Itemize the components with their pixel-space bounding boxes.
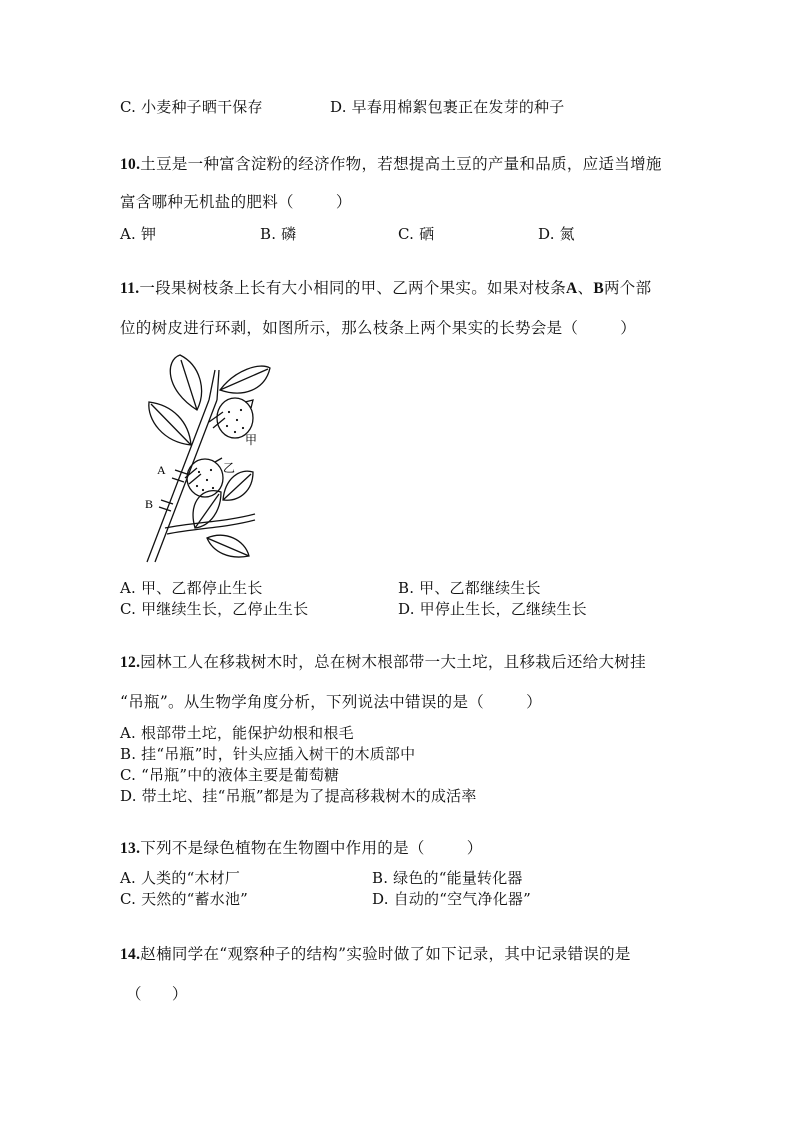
q12-option-a: A. 根部带土坨，能保护幼根和根毛 (120, 724, 354, 742)
q12-option-c: C. “吊瓶”中的液体主要是葡萄糖 (120, 766, 340, 784)
q14-blank: （ ） (126, 985, 188, 1003)
q11-option-a: A. 甲、乙都停止生长 (120, 579, 263, 597)
leaf-upper-left (170, 355, 201, 410)
label-a: A (157, 463, 166, 477)
q11-option-b: B. 甲、乙都继续生长 (398, 579, 541, 597)
q11-number: 11. (120, 280, 140, 297)
q12-stem-line2: “吊瓶”。从生物学角度分析，下列说法中错误的是（ ） (120, 693, 542, 711)
q10-number: 10. (120, 156, 141, 173)
q13-stem: 13.下列不是绿色植物在生物圈中作用的是（ ） (120, 839, 483, 857)
q9-option-d: D. 早春用棉絮包裹正在发芽的种子 (330, 98, 565, 116)
ring-b (159, 500, 173, 511)
q14-stem: 14.赵楠同学在“观察种子的结构”实验时做了如下记录，其中记录错误的是 (120, 945, 631, 963)
label-jia: 甲 (245, 433, 258, 447)
q12-number: 12. (120, 654, 141, 671)
q10-option-c: C. 硒 (398, 225, 435, 243)
q14-number: 14. (120, 946, 141, 963)
q11-option-d: D. 甲停止生长，乙继续生长 (398, 600, 587, 618)
q9-option-c: C. 小麦种子晒干保存 (120, 98, 263, 116)
q12-option-d: D. 带土坨、挂“吊瓶”都是为了提高移栽树木的成活率 (120, 787, 477, 805)
q13-option-b: B. 绿色的“能量转化器 (372, 869, 523, 887)
label-b: B (145, 497, 154, 511)
label-yi: 乙 (223, 461, 236, 475)
main-stem-left (147, 400, 209, 562)
q13-option-a: A. 人类的“木材厂 (120, 869, 241, 887)
q12-stem-line1: 12.园林工人在移栽树木时，总在树木根部带一大土坨，且移栽后还给大树挂 (120, 653, 646, 671)
q10-option-d: D. 氮 (538, 225, 575, 243)
q13-option-c: C. 天然的“蓄水池” (120, 890, 249, 908)
q10-option-a: A. 钾 (120, 225, 157, 243)
q11-stem-line2: 位的树皮进行环剥，如图所示，那么枝条上两个果实的长势会是（ ） (120, 319, 637, 337)
q10-stem-line1: 10.土豆是一种富含淀粉的经济作物，若想提高土豆的产量和品质，应适当增施 (120, 155, 662, 173)
q11-stem-line1: 11.一段果树枝条上长有大小相同的甲、乙两个果实。如果对枝条A、B两个部 (120, 279, 652, 297)
q12-option-b: B. 挂“吊瓶”时，针头应插入树干的木质部中 (120, 745, 416, 763)
q10-stem-line2: 富含哪种无机盐的肥料（ ） (120, 193, 352, 211)
q10-option-b: B. 磷 (260, 225, 297, 243)
q11-option-c: C. 甲继续生长，乙停止生长 (120, 600, 309, 618)
q13-option-d: D. 自动的“空气净化器” (372, 890, 531, 908)
q13-number: 13. (120, 840, 141, 857)
branch-figure (125, 350, 285, 570)
